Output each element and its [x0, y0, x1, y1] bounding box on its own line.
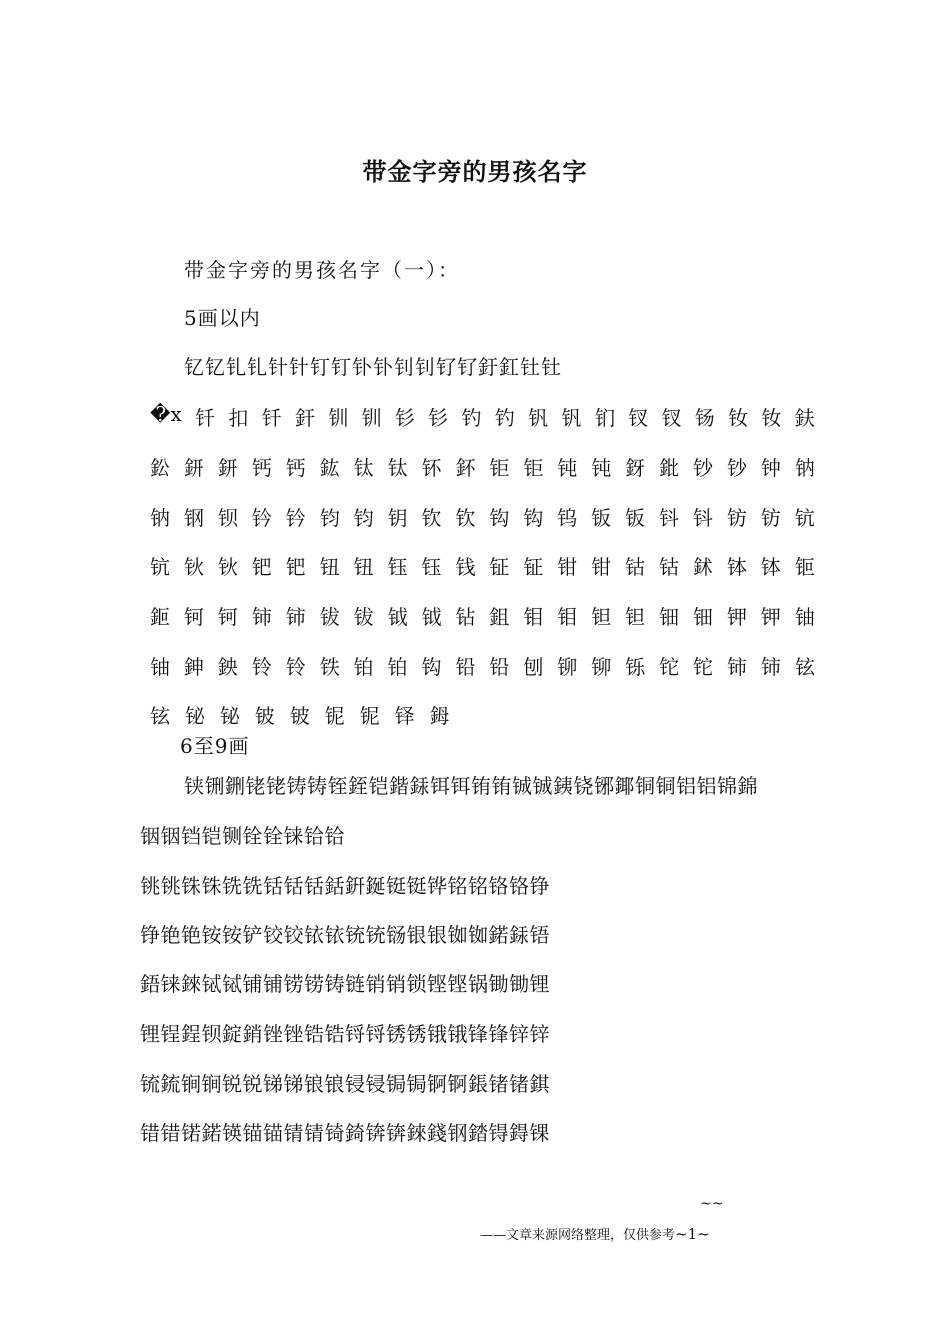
footer-marks: ~~ — [700, 1196, 724, 1212]
grid-char: 铋 — [219, 704, 240, 728]
grid-char: 钏 — [361, 406, 382, 430]
grid-char: 钛 — [387, 456, 408, 480]
grid-char: �x — [150, 402, 182, 426]
grid-char: 铋 — [184, 704, 205, 728]
grid-char: 铆 — [591, 655, 612, 679]
grid-char: 钐 — [428, 406, 449, 430]
grid-char: 钿 — [693, 605, 713, 629]
grid-char: 钶 — [183, 605, 204, 629]
stroke-count-label: 5画以内 — [184, 306, 261, 330]
grid-char: 铉 — [150, 704, 170, 728]
footer — [480, 1224, 710, 1243]
grid-char: 钯 — [251, 555, 272, 579]
grid-char: 铅 — [489, 655, 510, 679]
grid-char: 钴 — [625, 555, 646, 579]
grid-char: 钹 — [353, 605, 374, 629]
grid-char: 钠 — [150, 506, 170, 530]
grid-char: 钦 — [455, 506, 476, 530]
grid-char: 铍 — [289, 704, 310, 728]
grid-char: 钗 — [628, 406, 649, 430]
grid-char: 钩 — [489, 506, 510, 530]
grid-char: 钫 — [760, 506, 781, 530]
grid-char: 鉧 — [429, 704, 450, 728]
grid-char: 钹 — [319, 605, 340, 629]
grid-char: 鉕 — [150, 605, 170, 629]
grid-char: 釬 — [295, 406, 316, 430]
grid-char: 鈃 — [183, 456, 204, 480]
grid-char: 铊 — [693, 655, 713, 679]
grid-row — [150, 452, 815, 481]
grid-char: 钐 — [394, 406, 415, 430]
character-run-line: 钇钇钆钆针针钉钉钋钋钊钊钌钌釪釭钍钍 — [184, 355, 562, 379]
grid-char: 铎 — [394, 704, 415, 728]
grid-row — [150, 402, 815, 431]
grid-char: 鈇 — [794, 406, 815, 430]
grid-char: 铍 — [254, 704, 275, 728]
grid-char: 铌 — [324, 704, 345, 728]
grid-char: 钒 — [528, 406, 549, 430]
grid-char: 铆 — [557, 655, 578, 679]
grid-char: 钾 — [726, 605, 747, 629]
grid-char: 钰 — [421, 555, 442, 579]
grid-char: 钥 — [387, 506, 408, 530]
grid-row — [150, 502, 815, 531]
grid-char: 鉠 — [217, 655, 238, 679]
grid-char: 钝 — [557, 456, 578, 480]
grid-char: 铄 — [625, 655, 646, 679]
grid-char: 铃 — [285, 655, 306, 679]
grid-char: 钳 — [557, 555, 578, 579]
grid-char: 钽 — [625, 605, 646, 629]
grid-char: 钵 — [726, 555, 747, 579]
character-line: 铟铟铛铠铡铨铨铼铪铪 — [140, 824, 345, 848]
grid-char: 钦 — [421, 506, 442, 530]
grid-char: 钰 — [387, 555, 408, 579]
grid-char: 钪 — [150, 555, 170, 579]
grid-char: 钒 — [561, 406, 582, 430]
grid-char: 钡 — [217, 506, 238, 530]
grid-char: 鈈 — [455, 456, 476, 480]
grid-char: 铉 — [794, 655, 815, 679]
grid-char: 钲 — [489, 555, 510, 579]
grid-char: 钙 — [285, 456, 306, 480]
grid-row — [150, 551, 815, 580]
grid-char: 钔 — [594, 406, 615, 430]
grid-char: 鈚 — [659, 456, 680, 480]
grid-char: 铈 — [251, 605, 272, 629]
grid-char: 铅 — [455, 655, 476, 679]
grid-char: 钜 — [489, 456, 510, 480]
character-line: 锍鋶锏锏锐锐锑锑锒锒锓锓锔锔锕锕鋹锗锗錤 — [140, 1072, 550, 1096]
grid-char: 钯 — [285, 555, 306, 579]
grid-char: 钏 — [328, 406, 349, 430]
page-number: ~1~ — [675, 1225, 710, 1243]
grid-char: 铊 — [659, 655, 680, 679]
grid-char: 钩 — [523, 506, 544, 530]
character-line: 鋙铼錸铽铽铺铺铹铹铸链销销锁铿铿锅锄锄锂 — [140, 972, 550, 996]
grid-char: 刨 — [523, 655, 544, 679]
grid-char: 铃 — [251, 655, 272, 679]
grid-char: 钓 — [494, 406, 515, 430]
grid-char: 钩 — [421, 655, 442, 679]
grid-char: 钎 — [261, 406, 282, 430]
grid-char: 铀 — [150, 655, 170, 679]
grid-char: 钗 — [661, 406, 682, 430]
grid-char: 钳 — [591, 555, 612, 579]
grid-char: 钧 — [353, 506, 374, 530]
grid-char: 钝 — [591, 456, 612, 480]
grid-row — [150, 651, 815, 680]
grid-char: 鉥 — [693, 555, 713, 579]
grid-char: 钚 — [421, 456, 442, 480]
grid-char: 铈 — [760, 655, 781, 679]
grid-char: 钕 — [728, 406, 749, 430]
grid-char: 鉮 — [183, 655, 204, 679]
page-title: 带金字旁的男孩名字 — [362, 158, 588, 186]
grid-char: 钲 — [523, 555, 544, 579]
grid-char: 钼 — [523, 605, 544, 629]
grid-char: 钷 — [794, 555, 815, 579]
grid-char: 钣 — [591, 506, 612, 530]
grid-char: 钫 — [726, 506, 747, 530]
character-line: 错错锘鍩锳锚锚锖锖锜錡锛锛錸錢钢錔锝鍀锞 — [140, 1121, 550, 1145]
grid-char: 钶 — [217, 605, 238, 629]
grid-char: 鈆 — [150, 456, 170, 480]
grid-char: 钴 — [659, 555, 680, 579]
grid-char: 钪 — [794, 506, 815, 530]
grid-char: 鈜 — [319, 456, 340, 480]
grid-char: 钢 — [183, 506, 204, 530]
grid-char: 钼 — [557, 605, 578, 629]
grid-char: 钞 — [726, 456, 747, 480]
grid-char: 钣 — [625, 506, 646, 530]
footer-text: ——文章来源网络整理，仅供参考 — [480, 1228, 676, 1243]
grid-char: 钙 — [251, 456, 272, 480]
character-run-line-2: 铗铏鉶铑铑铸铸铚銍铠鍇銾铒铒铕铕铖铖銕铙铘鎁铜铜铝铝锦錦 — [184, 774, 758, 798]
grid-char: 钎 — [195, 406, 216, 430]
grid-char: 钿 — [659, 605, 680, 629]
grid-char: 铈 — [285, 605, 306, 629]
grid-char: 钮 — [319, 555, 340, 579]
grid-char: 扣 — [228, 406, 249, 430]
grid-char: 铂 — [387, 655, 408, 679]
grid-char: 铈 — [726, 655, 747, 679]
grid-char: 钤 — [251, 506, 272, 530]
grid-char: 钮 — [353, 555, 374, 579]
grid-char: 铁 — [319, 655, 340, 679]
grid-char: 钓 — [461, 406, 482, 430]
stroke-count-label-2: 6至9画 — [180, 734, 250, 758]
grid-char: 钱 — [455, 555, 476, 579]
grid-char: 铂 — [353, 655, 374, 679]
grid-char: 钺 — [387, 605, 408, 629]
section-heading: 带金字旁的男孩名字（一）： — [184, 258, 460, 282]
grid-char: 钬 — [217, 555, 238, 579]
grid-char: 钽 — [591, 605, 612, 629]
grid-row — [150, 700, 450, 729]
grid-char: 钵 — [760, 555, 781, 579]
grid-char: 钺 — [421, 605, 442, 629]
grid-char: 钭 — [659, 506, 680, 530]
character-line: 铫铫铢铢铣铣铦铦铦銛銒鋋铤铤铧铭铭铬铬铮 — [140, 874, 550, 898]
grid-char: 钾 — [760, 605, 781, 629]
grid-char: 钤 — [285, 506, 306, 530]
grid-char: 钠 — [794, 456, 815, 480]
grid-char: 钞 — [693, 456, 713, 480]
grid-char: 釾 — [625, 456, 646, 480]
grid-char: 钕 — [761, 406, 782, 430]
grid-char: 鉏 — [489, 605, 510, 629]
grid-char: 钧 — [319, 506, 340, 530]
grid-char: 钭 — [693, 506, 713, 530]
grid-char: 钜 — [523, 456, 544, 480]
grid-char: 钻 — [455, 605, 476, 629]
grid-char: 铌 — [359, 704, 380, 728]
grid-char: 钛 — [353, 456, 374, 480]
grid-char: 鈃 — [217, 456, 238, 480]
grid-row — [150, 601, 815, 630]
grid-char: 钨 — [557, 506, 578, 530]
grid-char: 钟 — [760, 456, 781, 480]
grid-char: 钖 — [694, 406, 715, 430]
grid-char: 铀 — [794, 605, 815, 629]
character-line: 锂锃鋥钡錠銷锉锉锆锆锊锊锈锈锇锇锋锋锌锌 — [140, 1022, 550, 1046]
grid-char: 钬 — [183, 555, 204, 579]
character-line: 铮铯铯铵铵铲铰铰铱铱铳铳铴银银铷铷鍩銾铻 — [140, 923, 550, 947]
